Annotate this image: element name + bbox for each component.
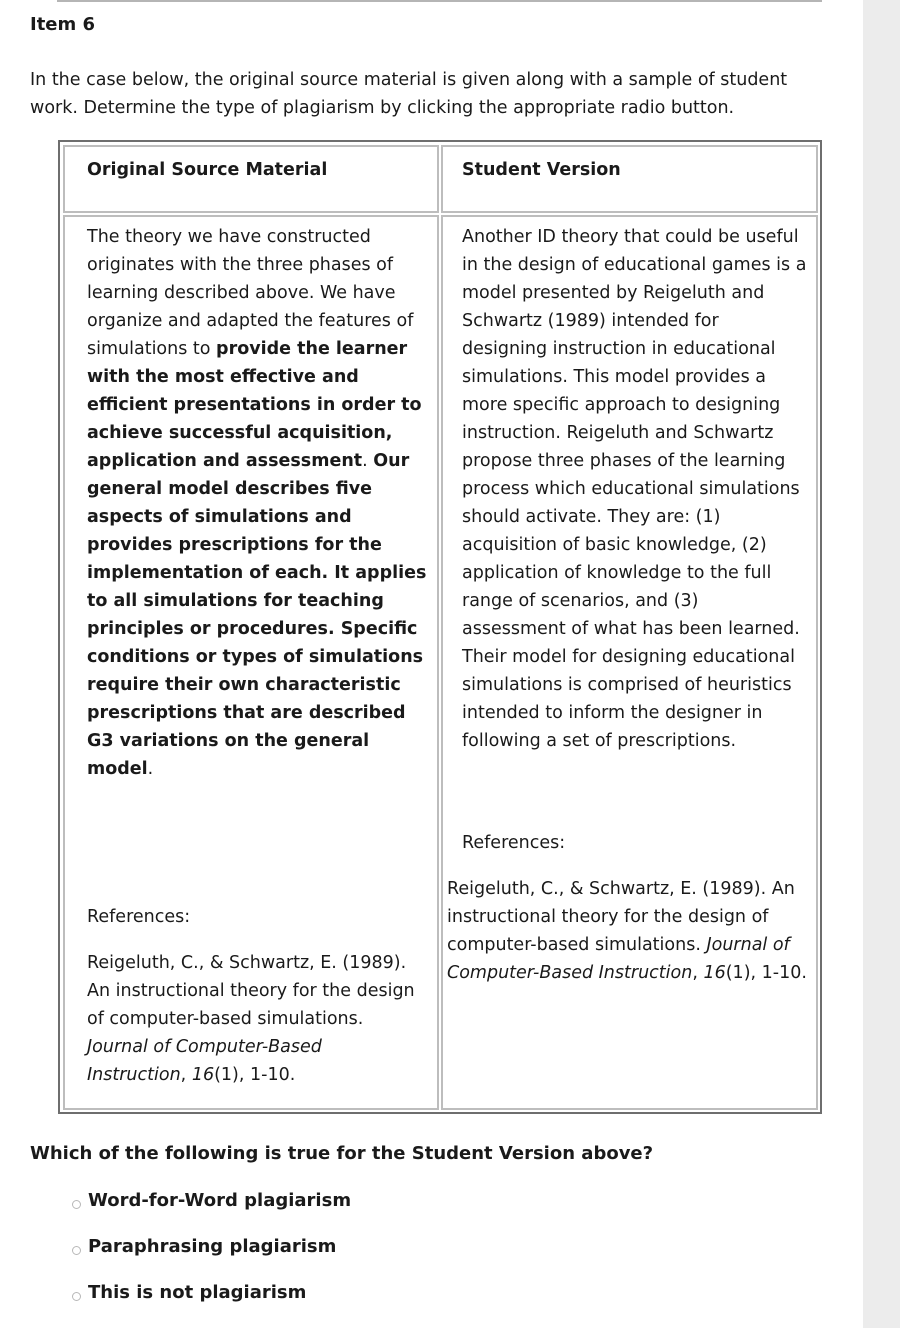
option-word-for-word[interactable]: [72, 1190, 351, 1211]
original-header-cell: [63, 145, 439, 213]
question: Which of the following is true for the Student Version above?: [30, 1143, 654, 1164]
item-title: Item 6: [30, 14, 96, 35]
radio-not-plagiarism[interactable]: [72, 1292, 81, 1301]
original-body-cell: [63, 215, 439, 1110]
option-not-plagiarism[interactable]: [72, 1282, 306, 1303]
option-label[interactable]: This is not plagiarism: [88, 1282, 307, 1303]
original-references-label: References:: [87, 907, 191, 927]
student-header-cell: [441, 145, 818, 213]
option-label[interactable]: Paraphrasing plagiarism: [88, 1236, 337, 1257]
right-gutter: [863, 0, 900, 1328]
instructions: In the case below, the original source material is given along with a sample of student work. Determine the type of plagiarism by clicking the appropriate radio button.: [30, 70, 788, 118]
original-text: The theory we have constructed originates with the three phases of learning described above. We have organize and adapted the features of simulations to provide the learner with the most effective and efficient presentations in order to achieve successful acquisition, application and assessment. Our general model describes five aspects of simulations and provides prescriptions for the implementation of each. It applies to all simulations for teaching principles or procedures. Specific conditions or types of simulations require their own characteristic prescriptions that are described G3 variations on the general model.: [87, 227, 427, 779]
radio-paraphrasing[interactable]: [72, 1246, 81, 1255]
original-header: Original Source Material: [87, 160, 328, 180]
student-header: Student Version: [462, 160, 621, 180]
top-divider: [57, 0, 822, 2]
original-reference: Reigeluth, C., & Schwartz, E. (1989). An instructional theory for the design of computer-based simulations. Journal of Computer-Based Instruction, 16(1), 1-10.: [87, 953, 415, 1085]
student-references-label: References:: [462, 833, 566, 853]
student-reference: Reigeluth, C., & Schwartz, E. (1989). An instructional theory for the design of computer-based simulations. Journal of Computer-Based Instruction, 16(1), 1-10.: [447, 879, 807, 983]
radio-word-for-word[interactable]: [72, 1200, 81, 1209]
student-body-cell: [441, 215, 818, 1110]
option-label[interactable]: Word-for-Word plagiarism: [88, 1190, 352, 1211]
student-text: Another ID theory that could be useful in the design of educational games is a model presented by Reigeluth and Schwartz (1989) intended for designing instruction in educational simulations. This model provides a more specific approach to designing instruction. Reigeluth and Schwartz propose three phases of the learning process which educational simulations should activate. They are: (1) acquisition of basic knowledge, (2) application of knowledge to the full range of scenarios, and (3) assessment of what has been learned. Their model for designing educational simulations is comprised of heuristics intended to inform the designer in following a set of prescriptions.: [462, 227, 807, 751]
option-paraphrasing[interactable]: [72, 1236, 336, 1257]
comparison-table: [58, 140, 822, 1114]
